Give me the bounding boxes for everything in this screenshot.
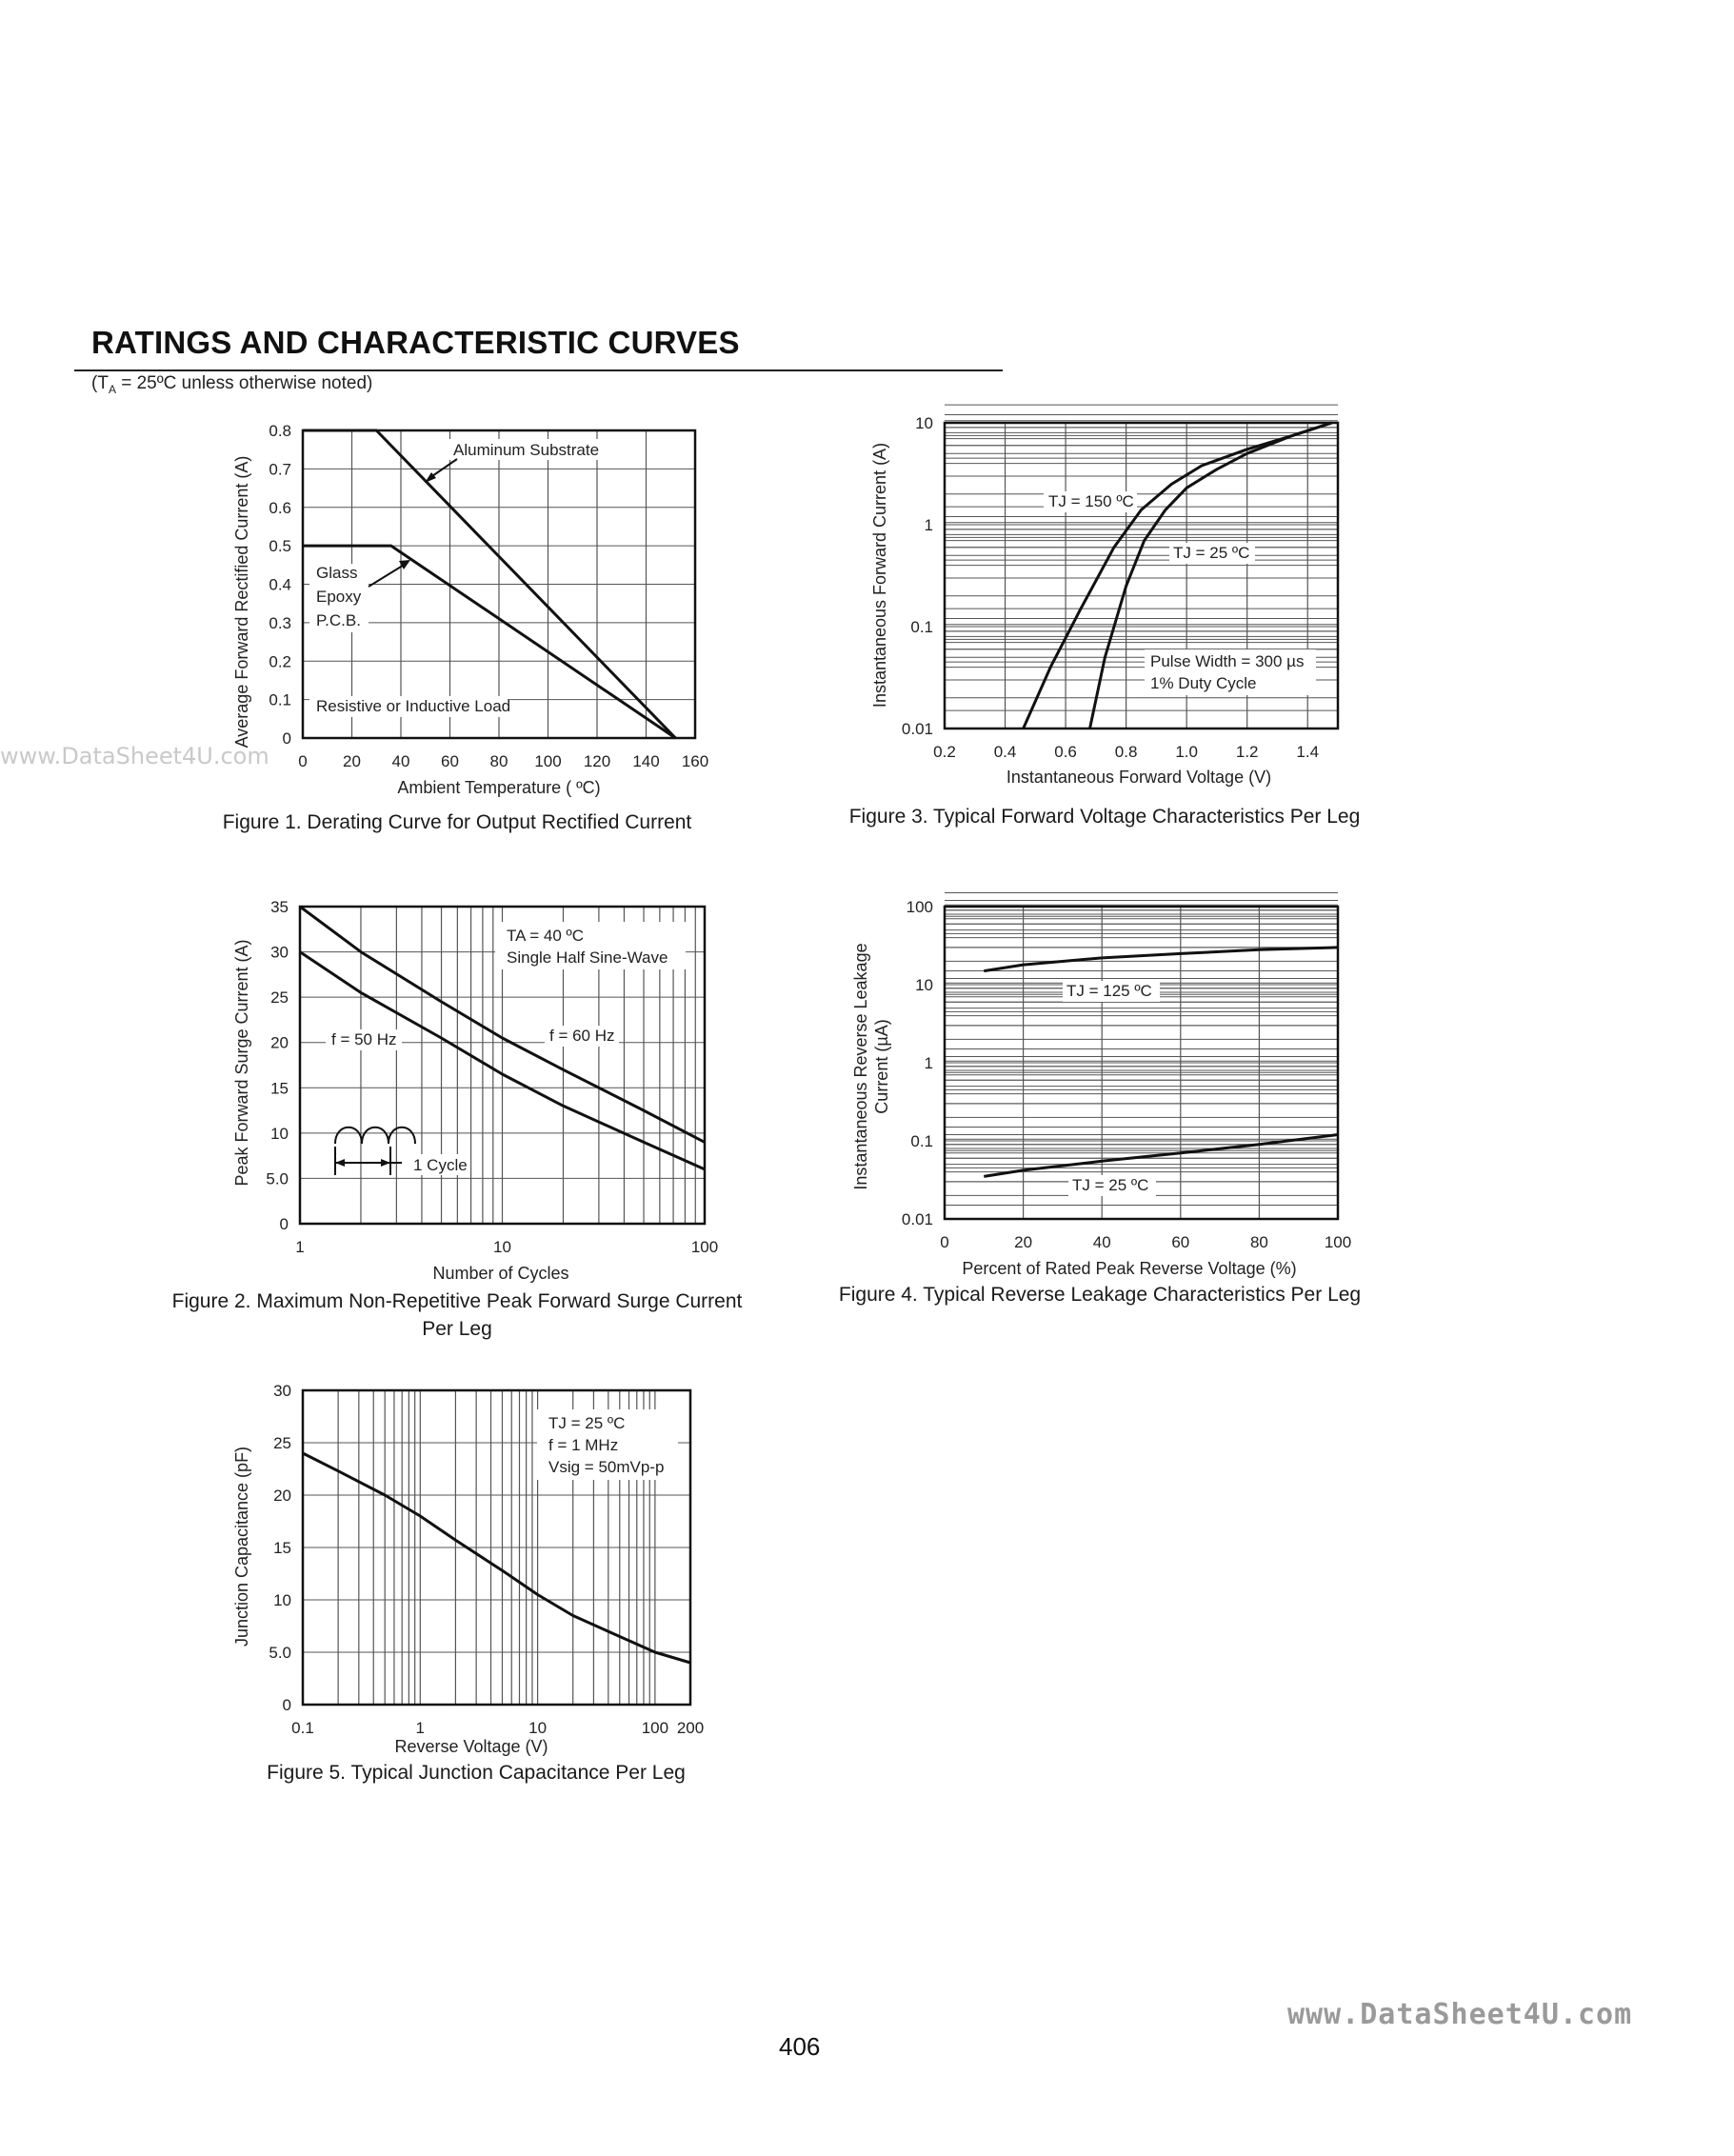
watermark-left: www.DataSheet4U.com — [0, 743, 269, 769]
y-axis-label: Average Forward Rectified Current (A) — [232, 455, 251, 749]
x-tick-label: 80 — [1249, 1233, 1268, 1251]
figure-2-surge-chart — [229, 895, 724, 1286]
series-lines — [984, 948, 1338, 1177]
annotation-freq: f = 1 MHz — [548, 1436, 619, 1454]
y-tick-label: 15 — [270, 1079, 289, 1098]
x-axis-label: Reverse Voltage (V) — [394, 1737, 548, 1756]
figure-3-forward-voltage-chart — [867, 411, 1362, 792]
y-tick-labels — [902, 898, 933, 1228]
y-tick-label: 0.1 — [910, 618, 933, 636]
y-tick-labels — [266, 898, 289, 1233]
x-tick-labels — [940, 1233, 1351, 1251]
x-tick-label: 100 — [641, 1719, 669, 1737]
annotation-epoxy: Epoxy — [316, 588, 362, 606]
series-line-0 — [984, 948, 1338, 971]
y-tick-label: 5.0 — [266, 1169, 289, 1188]
x-tick-label: 10 — [528, 1719, 548, 1737]
annotation-load: Resistive or Inductive Load — [316, 697, 511, 715]
figure-5-capacitance-chart — [229, 1377, 724, 1758]
y-tick-label: 0.2 — [269, 652, 291, 671]
y-tick-label: 10 — [915, 414, 933, 432]
x-tick-label: 160 — [681, 752, 709, 770]
x-tick-label: 20 — [1014, 1233, 1033, 1251]
annotation-aluminum: Aluminum Substrate — [453, 441, 600, 459]
x-tick-label: 0.4 — [993, 743, 1017, 761]
x-tick-label: 100 — [534, 752, 562, 770]
x-tick-label: 100 — [690, 1238, 719, 1256]
x-tick-label: 120 — [583, 752, 611, 770]
y-tick-label: 0.01 — [901, 720, 933, 738]
figure-5-caption: Figure 5. Typical Junction Capacitance Per Leg — [267, 1762, 686, 1784]
x-tick-label: 20 — [343, 752, 361, 770]
y-tick-label: 10 — [270, 1124, 289, 1143]
x-tick-label: 0.8 — [1114, 743, 1138, 761]
x-tick-label: 1.0 — [1175, 743, 1198, 761]
y-axis-label-line1: Instantaneous Reverse Leakage — [851, 943, 870, 1190]
x-axis-label: Ambient Temperature ( ºC) — [397, 778, 601, 797]
y-axis-label: Instantaneous Forward Current (A) — [870, 442, 889, 709]
x-tick-label: 1.4 — [1296, 743, 1320, 761]
y-tick-labels — [269, 422, 291, 748]
annotation-150c: TJ = 150 ºC — [1048, 492, 1134, 510]
cycle-waveform-icon — [335, 1128, 415, 1144]
x-tick-label: 40 — [391, 752, 410, 770]
annotation-vsig: Vsig = 50mVp-p — [548, 1458, 665, 1476]
series-lines — [303, 1453, 690, 1663]
y-tick-label: 0 — [282, 729, 291, 748]
y-tick-labels — [269, 1382, 291, 1714]
y-axis-label: Junction Capacitance (pF) — [232, 1446, 251, 1647]
x-tick-label: 10 — [493, 1238, 511, 1256]
x-tick-label: 140 — [632, 752, 660, 770]
x-tick-labels — [295, 1238, 718, 1256]
figure-1-caption: Figure 1. Derating Curve for Output Rectified Current — [222, 811, 692, 833]
y-tick-label: 100 — [906, 898, 933, 916]
x-tick-label: 0.6 — [1054, 743, 1077, 761]
annotation-ta: TA = 40 ºC — [507, 927, 585, 945]
y-tick-label: 0.6 — [269, 498, 291, 517]
x-axis-label: Percent of Rated Peak Reverse Voltage (%) — [962, 1259, 1297, 1278]
annotations — [1044, 491, 1316, 695]
x-tick-label: 40 — [1092, 1233, 1111, 1251]
y-tick-label: 30 — [270, 943, 289, 962]
annotation-cycle: 1 Cycle — [413, 1156, 468, 1174]
x-tick-labels — [291, 1719, 704, 1737]
annotation-tj: TJ = 25 ºC — [548, 1414, 626, 1432]
x-axis-label: Number of Cycles — [432, 1264, 569, 1283]
x-axis-label: Instantaneous Forward Voltage (V) — [1006, 768, 1272, 787]
annotation-25c: TJ = 25 ºC — [1173, 544, 1250, 562]
x-tick-label: 60 — [441, 752, 459, 770]
y-tick-label: 0.3 — [269, 613, 291, 632]
heading-rule — [74, 369, 1003, 371]
x-tick-label: 60 — [1171, 1233, 1190, 1251]
x-tick-label: 0.1 — [291, 1719, 314, 1737]
y-axis-label: Peak Forward Surge Current (A) — [232, 939, 251, 1187]
page-heading: RATINGS AND CHARACTERISTIC CURVES — [91, 325, 740, 360]
y-tick-label: 0.1 — [269, 690, 291, 709]
y-tick-label: 20 — [273, 1487, 291, 1505]
y-tick-label: 0.5 — [269, 537, 291, 556]
y-tick-label: 0 — [282, 1696, 291, 1714]
x-tick-label: 1 — [415, 1719, 426, 1737]
annotation-60hz: f = 60 Hz — [549, 1027, 615, 1045]
x-tick-label: 1.2 — [1235, 743, 1259, 761]
y-tick-label: 10 — [273, 1591, 291, 1609]
y-tick-label: 1 — [924, 516, 933, 534]
x-tick-label: 1 — [295, 1238, 305, 1256]
y-tick-label: 15 — [273, 1539, 291, 1557]
annotation-duty: 1% Duty Cycle — [1150, 674, 1257, 692]
figure-1-derating-chart — [229, 419, 724, 800]
y-tick-label: 0 — [279, 1215, 289, 1233]
y-tick-label: 20 — [270, 1033, 289, 1052]
annotation-sine: Single Half Sine-Wave — [507, 948, 668, 967]
y-tick-label: 0.4 — [269, 575, 291, 594]
x-tick-label: 80 — [489, 752, 508, 770]
y-tick-label: 10 — [915, 976, 933, 994]
x-tick-labels — [298, 752, 708, 770]
annotation-50hz: f = 50 Hz — [331, 1030, 397, 1048]
y-tick-label: 25 — [273, 1434, 291, 1452]
y-tick-label: 0.7 — [269, 460, 291, 479]
series-line-0 — [303, 1453, 690, 1663]
y-tick-label: 35 — [270, 898, 289, 916]
x-tick-label: 0 — [298, 752, 308, 770]
annotations — [537, 1409, 678, 1480]
y-tick-label: 30 — [273, 1382, 291, 1400]
grid — [945, 893, 1338, 1219]
x-tick-label: 0.2 — [933, 743, 956, 761]
x-tick-label: 200 — [676, 1719, 705, 1737]
annotation-125c: TJ = 125 ºC — [1066, 982, 1152, 1000]
annotation-pcb: P.C.B. — [316, 611, 361, 629]
figure-4-reverse-leakage-chart — [838, 895, 1371, 1286]
figure-3-caption: Figure 3. Typical Forward Voltage Characteristics Per Leg — [848, 806, 1361, 828]
y-tick-label: 25 — [270, 988, 289, 1008]
y-tick-label: 0.8 — [269, 422, 291, 440]
y-tick-label: 1 — [924, 1054, 933, 1072]
x-tick-label: 0 — [940, 1233, 949, 1251]
x-tick-label: 100 — [1324, 1233, 1352, 1251]
y-axis-label-line2: Current (µA) — [872, 1019, 891, 1114]
page-number: 406 — [779, 2032, 821, 2061]
annotation-glass: Glass — [316, 564, 358, 582]
y-tick-label: 0.01 — [901, 1210, 933, 1228]
watermark-right: www.DataSheet4U.com — [1287, 1998, 1633, 2031]
conditions-note: ($T_A$ = 25ºC unless otherwise noted) — [91, 373, 373, 396]
figure-4-caption: Figure 4. Typical Reverse Leakage Characteristics Per Leg — [838, 1284, 1362, 1306]
y-tick-labels — [902, 414, 933, 738]
figure-2-caption: Figure 2. Maximum Non-Repetitive Peak Forward Surge Current Per Leg — [171, 1290, 743, 1340]
x-tick-labels — [933, 743, 1319, 761]
annotation-25c: TJ = 25 ºC — [1072, 1176, 1149, 1194]
annotation-pulse: Pulse Width = 300 µs — [1150, 652, 1305, 670]
y-tick-label: 5.0 — [269, 1644, 291, 1662]
y-tick-label: 0.1 — [910, 1132, 933, 1150]
annotations — [309, 439, 619, 717]
